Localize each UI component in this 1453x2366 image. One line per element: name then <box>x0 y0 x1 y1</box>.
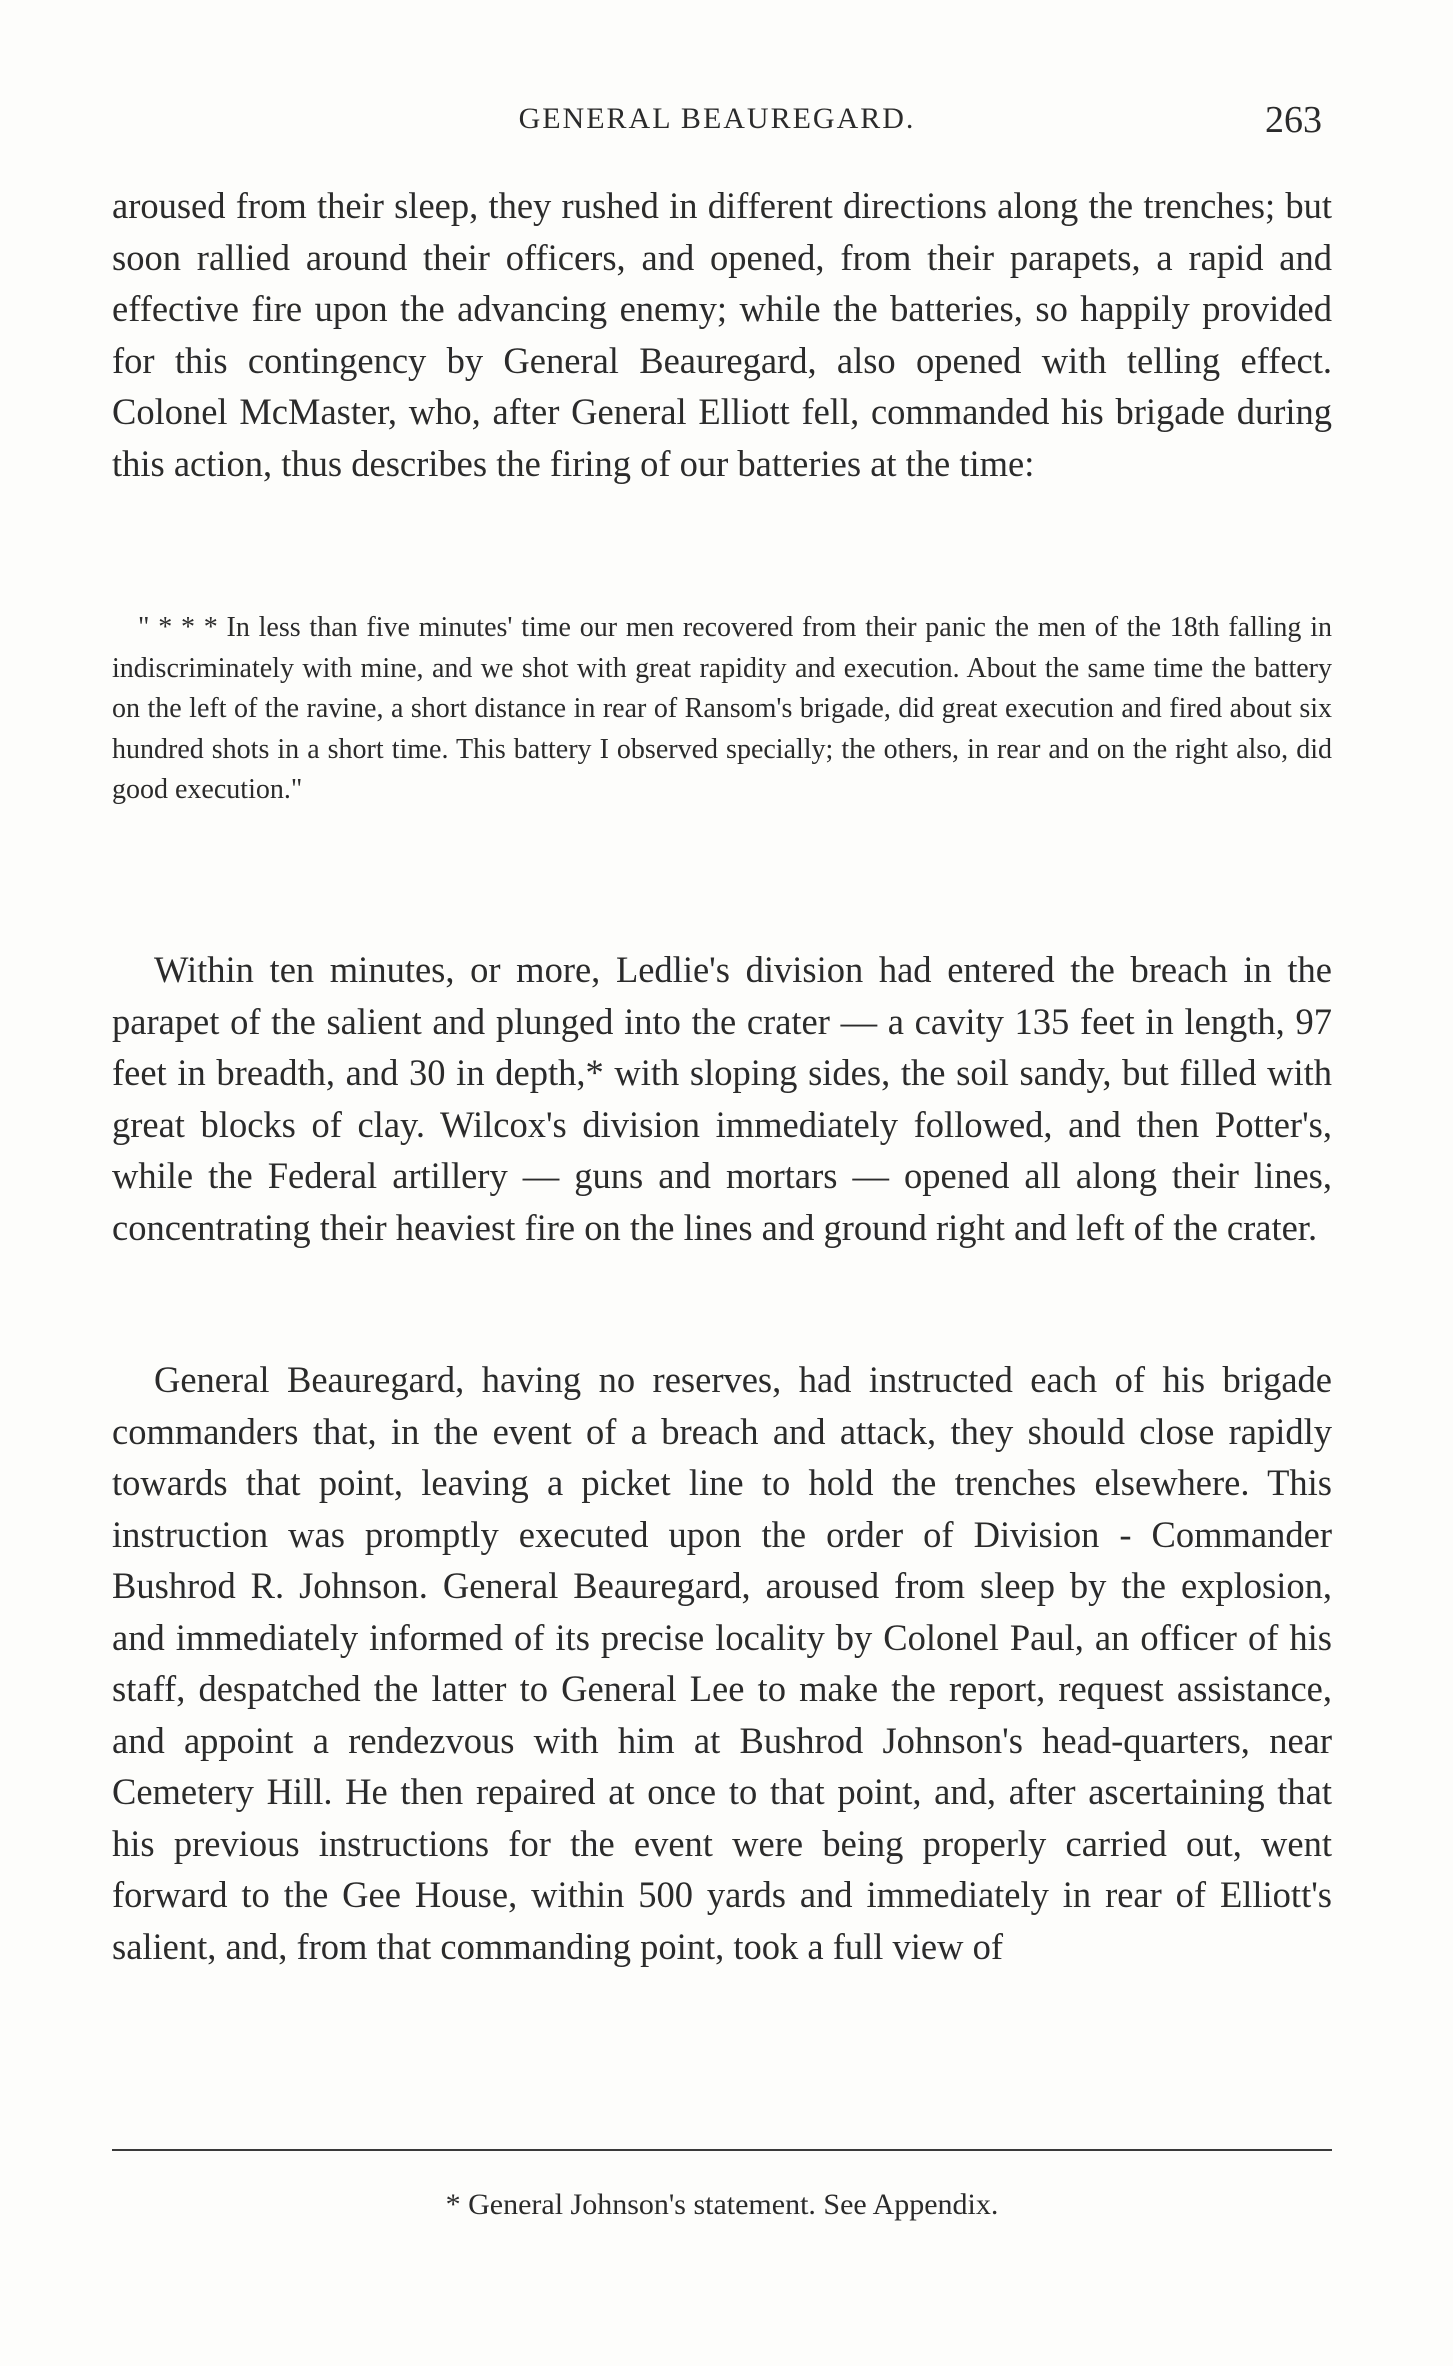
footnote-rule <box>112 2149 1332 2151</box>
footnote: * General Johnson's statement. See Appendix. <box>445 2188 999 2221</box>
page-header <box>112 98 1322 148</box>
running-head: GENERAL BEAUREGARD. <box>518 102 916 135</box>
block-quote: " * * * In less than five minutes' time our men recovered from their panic the men of the 18th falling in indiscriminately with mine, and we shot with great rapidity and execution. About the same time the battery on the left of the ravine, a short distance in rear of Ransom's brigade, did great execution and fired about six hundred shots in a short time. This battery I observed specially; the others, in rear and on the right also, did good execution." <box>112 612 1332 805</box>
paragraph-3: General Beauregard, having no reserves, had instructed each of his brigade commanders that, in the event of a breach and attack, they should close rapidly towards that point, leaving a picket line to hold the trenches elsewhere. This instruction was promptly executed upon the order of Division - Commander Bushrod R. Johnson. General Beauregard, aroused from sleep by the explosion, and immediately informed of its precise locality by Colonel Paul, an officer of his staff, despatched the latter to General Lee to make the report, request assistance, and appoint a rendezvous with him at Bushrod Johnson's head-quarters, near Cemetery Hill. He then repaired at once to that point, and, after ascertaining that his previous instructions for the event were being properly carried out, went forward to the Gee House, within 500 yards and immediately in rear of Elliott's salient, and, from that commanding point, took a full view of <box>112 1359 1332 1967</box>
page-number: 263 <box>1265 99 1322 141</box>
paragraph-1: aroused from their sleep, they rushed in different directions along the trenches; but soon rallied around their officers, and opened, from their parapets, a rapid and effective fire upon the advancing enemy; while the batteries, so happily provided for this contingency by General Beauregard, also opened with telling effect. Colonel McMaster, who, after General Elliott fell, commanded his brigade during this action, thus describes the firing of our batteries at the time: <box>112 185 1332 484</box>
paragraph-2: Within ten minutes, or more, Ledlie's division had entered the breach in the parapet of the salient and plunged into the crater — a cavity 135 feet in length, 97 feet in breadth, and 30 in depth,* with sloping sides, the soil sandy, but filled with great blocks of clay. Wilcox's division immediately followed, and then Potter's, while the Federal artillery — guns and mortars — opened all along their lines, concentrating their heaviest fire on the lines and ground right and left of the crater. <box>112 949 1332 1248</box>
